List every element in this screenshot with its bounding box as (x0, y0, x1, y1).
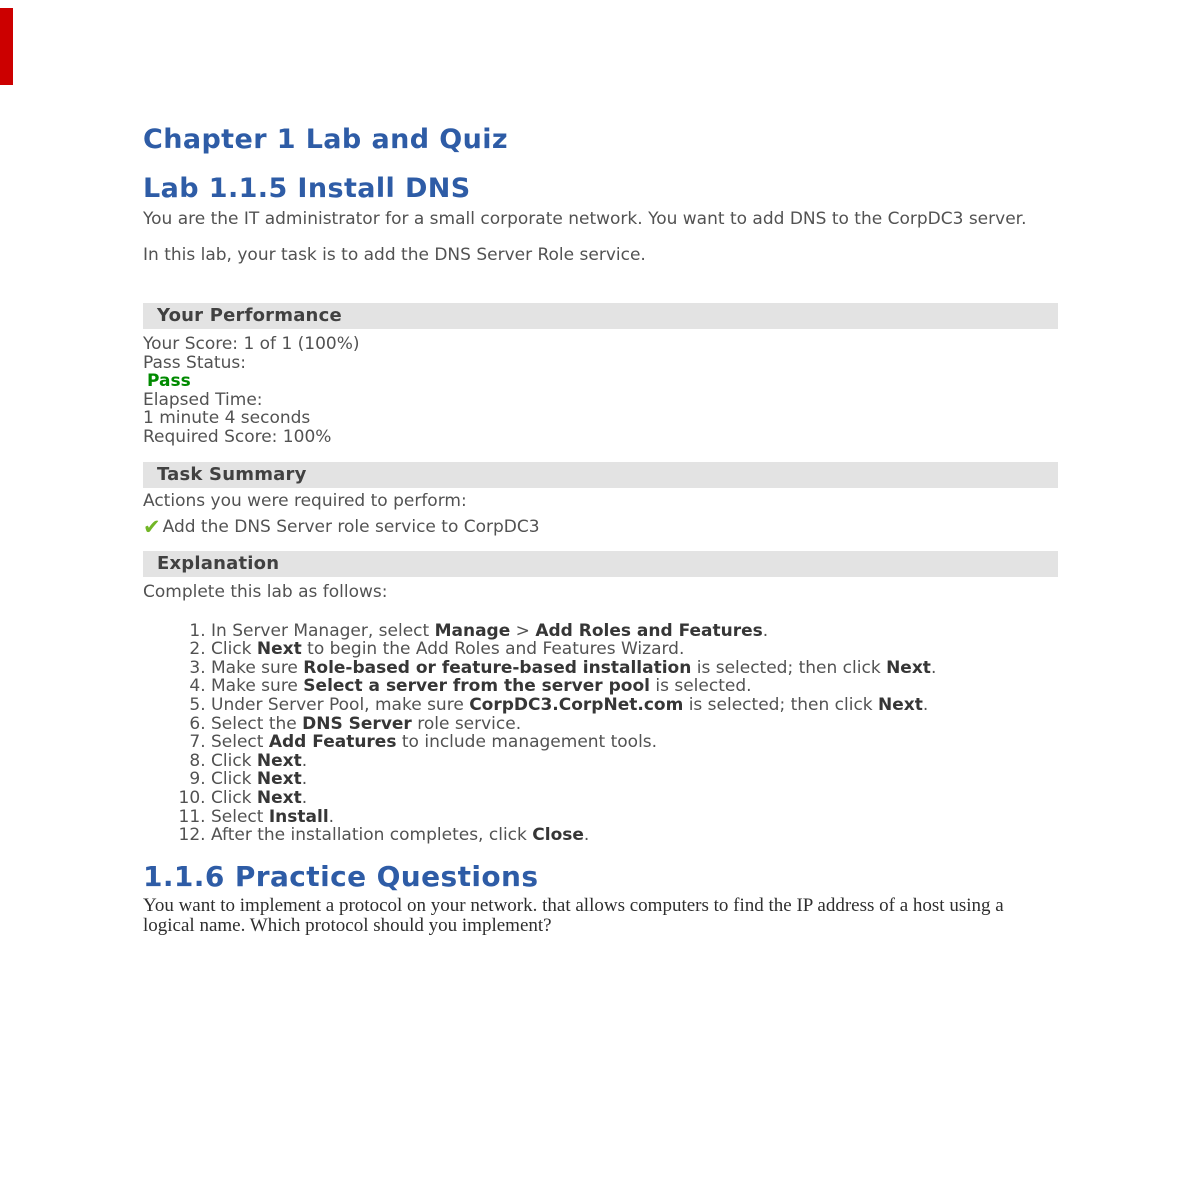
red-bookmark-strip (0, 8, 13, 85)
explanation-step: 7. Select Add Features to include management tools. (211, 733, 1058, 752)
explanation-step: 9. Click Next. (211, 770, 1058, 789)
task-item (143, 514, 1058, 539)
pass-status-label: Pass Status: (143, 352, 246, 373)
practice-question-text: You want to implement a protocol on your network. that allows computers to find the IP address of a host using a logical name. Which protocol should you implement? (143, 894, 1004, 937)
explanation-step: 10. Click Next. (211, 789, 1058, 808)
explanation-step: 12. After the installation completes, click Close. (211, 826, 1058, 845)
lab-task-text: In this lab, your task is to add the DNS Server Role service. (143, 245, 646, 265)
chapter-title: Chapter 1 Lab and Quiz (143, 124, 508, 155)
explanation-step: 2. Click Next to begin the Add Roles and Features Wizard. (211, 640, 1058, 659)
explanation-step: 6. Select the DNS Server role service. (211, 715, 1058, 734)
task-summary-header: Task Summary (143, 462, 1058, 488)
elapsed-time-label: Elapsed Time: (143, 389, 263, 410)
explanation-step: 8. Click Next. (211, 752, 1058, 771)
explanation-steps (143, 622, 1058, 845)
task-item-text: Add the DNS Server role service to CorpDC3 (162, 516, 540, 537)
explanation-step: 3. Make sure Role-based or feature-based installation is selected; then click Next. (211, 659, 1058, 678)
checkmark-icon: ✔ (143, 514, 161, 539)
lab-scenario-text: You are the IT administrator for a small corporate network. You want to add DNS to the CorpDC3 server. (143, 209, 1027, 229)
elapsed-time-value: 1 minute 4 seconds (143, 408, 311, 429)
explanation-step: 11. Select Install. (211, 808, 1058, 827)
required-score-line: Required Score: 100% (143, 426, 332, 447)
explanation-step: 5. Under Server Pool, make sure CorpDC3.CorpNet.com is selected; then click Next. (211, 696, 1058, 715)
your-performance-header: Your Performance (143, 303, 1058, 329)
explanation-step: 4. Make sure Select a server from the server pool is selected. (211, 677, 1058, 696)
task-actions-intro: Actions you were required to perform: (143, 490, 467, 511)
score-line: Your Score: 1 of 1 (100%) (143, 334, 360, 354)
pass-status-value: Pass (147, 371, 191, 392)
lab-title: Lab 1.1.5 Install DNS (143, 173, 471, 204)
explanation-intro: Complete this lab as follows: (143, 581, 388, 602)
report-page (143, 126, 1058, 937)
performance-details (143, 335, 1058, 447)
explanation-step: 1. In Server Manager, select Manage > Add Roles and Features. (211, 622, 1058, 641)
practice-questions-title: 1.1.6 Practice Questions (143, 859, 539, 893)
explanation-header: Explanation (143, 551, 1058, 577)
